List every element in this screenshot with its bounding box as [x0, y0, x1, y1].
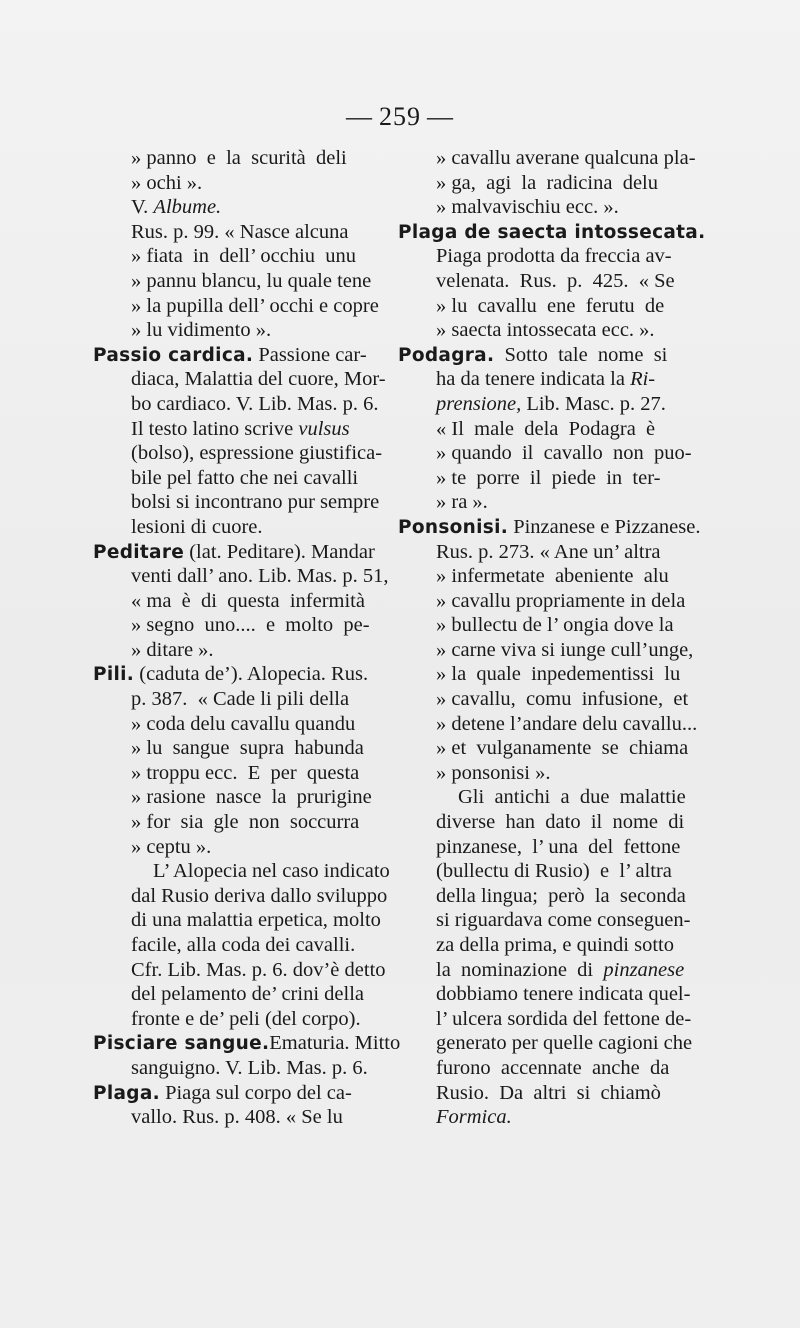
page-number-value: 259 [379, 102, 421, 131]
line-text: Sotto tale nome si [494, 343, 668, 366]
line-text: si riguardava come conseguen- [436, 909, 691, 932]
text-line [398, 1105, 700, 1130]
text-line [398, 540, 700, 565]
entry-headword: Podagra. [398, 344, 495, 366]
line-text: velenata. Rus. p. 425. « Se [436, 269, 675, 292]
entry-headword: Pili. [93, 664, 135, 686]
text-line [93, 982, 385, 1007]
line-text: dal Rusio deriva dallo sviluppo [131, 884, 388, 907]
text-line [93, 367, 385, 392]
text-line [398, 367, 700, 392]
text-line [93, 613, 385, 638]
right-text-column [398, 146, 706, 1130]
text-line [93, 1056, 385, 1081]
text-line [398, 515, 700, 540]
line-text: » carne viva si iunge cull’unge, [436, 638, 694, 661]
italic-term: Albume. [153, 196, 222, 219]
text-line [93, 884, 388, 909]
line-text: diaca, Malattia del cuore, Mor- [131, 368, 386, 391]
entry-headword: Plaga de saecta intossecata. [398, 221, 706, 243]
text-line [93, 244, 385, 269]
text-line [398, 1056, 700, 1081]
line-text: Gli antichi a due malattie [458, 786, 686, 809]
text-line [93, 662, 385, 687]
text-line [93, 1031, 401, 1056]
line-text: » troppu ecc. E per questa [131, 761, 360, 784]
text-line [93, 417, 385, 442]
line-text: (caduta de’). Alopecia. Rus. [134, 663, 369, 686]
text-line [398, 171, 700, 196]
text-line [93, 146, 385, 171]
text-line [93, 859, 390, 884]
line-text: » fiata in dell’ occhiu unu [131, 245, 357, 268]
line-text: » lu cavallu ene ferutu de [436, 294, 665, 317]
line-text: p. 387. « Cade li pili della [131, 688, 350, 711]
text-line [93, 392, 385, 417]
left-text-column [93, 146, 401, 1130]
line-text: za della prima, e quindi sotto [436, 934, 674, 956]
line-text: facile, alla coda dei cavalli. [131, 934, 356, 956]
text-line [398, 417, 700, 442]
line-text: (bullectu di Rusio) e l’ altra [436, 860, 672, 883]
line-text: bolsi si incontrano pur sempre [131, 491, 380, 514]
line-text: ha da tenere indicata la [436, 368, 631, 391]
line-text: venti dall’ ano. Lib. Mas. p. 51, [131, 565, 389, 588]
line-text: sanguigno. V. Lib. Mas. p. 6. [131, 1056, 368, 1079]
line-text: » saecta intossecata ecc. ». [436, 319, 655, 342]
line-text: V. [131, 196, 154, 219]
line-text: di una malattia erpetica, molto [131, 909, 381, 932]
line-text: bo cardiaco. V. Lib. Mas. p. 6. [131, 392, 379, 415]
entry-headword: Peditare [93, 541, 185, 563]
text-line [398, 712, 700, 737]
line-text: Piaga prodotta da freccia av- [436, 245, 672, 268]
line-text: Rus. p. 99. « Nasce alcuna [131, 220, 349, 243]
text-line [398, 859, 700, 884]
text-line [93, 1105, 385, 1130]
text-line [398, 810, 700, 835]
text-line [93, 712, 385, 737]
line-text: » ceptu ». [131, 835, 212, 858]
text-line [398, 1081, 700, 1106]
line-text: vallo. Rus. p. 408. « Se lu [131, 1106, 343, 1129]
text-line [93, 269, 385, 294]
line-text: « Il male dela Podagra è [436, 417, 656, 440]
text-line [398, 761, 700, 786]
page-number-dash-left: — [346, 102, 373, 131]
text-line [93, 958, 385, 983]
text-line [398, 1031, 700, 1056]
line-text: » quando il cavallo non puo- [436, 442, 692, 465]
text-line [93, 441, 385, 466]
text-line [93, 540, 385, 565]
text-line [398, 343, 700, 368]
line-text: » pannu blancu, lu quale tene [131, 269, 372, 292]
line-text: » te porre il piede in ter- [436, 466, 661, 489]
line-text: » cavallu propriamente in dela [436, 589, 686, 612]
line-text: » for sia gle non soccurra [131, 811, 360, 834]
text-line [398, 441, 700, 466]
text-line [398, 466, 700, 491]
text-line [398, 613, 700, 638]
entry-headword: Passio cardica. [93, 344, 254, 366]
line-text: l’ ulcera sordida del fettone de- [436, 1007, 692, 1030]
line-text: bile pel fatto che nei cavalli [131, 466, 359, 489]
text-line [398, 220, 706, 245]
text-line [93, 220, 385, 245]
text-line [93, 294, 385, 319]
line-text: » rasione nasce la prurigine [131, 786, 372, 809]
entry-headword: Ponsonisi. [398, 516, 509, 538]
text-line [93, 908, 385, 933]
text-line [93, 195, 385, 220]
line-text: » ditare ». [131, 638, 214, 661]
line-text: Rusio. Da altri si chiamò [436, 1081, 661, 1104]
entry-headword: Pisciare sangue. [93, 1033, 270, 1055]
italic-term: vulsus [298, 417, 350, 440]
italic-term: Ri- [630, 368, 656, 391]
line-text: L’ Alopecia nel caso indicato [153, 860, 390, 883]
text-line [93, 466, 385, 491]
line-text: Pinzanese e Pizzanese. [508, 515, 701, 538]
page-number-dash-right: — [427, 102, 454, 131]
text-line [398, 958, 700, 983]
text-line [398, 933, 700, 958]
line-text: Rus. p. 273. « Ane un’ altra [436, 540, 661, 563]
line-text: della lingua; però la seconda [436, 884, 686, 907]
text-line [398, 638, 700, 663]
page-number [0, 102, 800, 132]
text-line [93, 515, 385, 540]
line-text: furono accennate anche da [436, 1056, 670, 1079]
text-line [398, 392, 700, 417]
line-text: Piaga sul corpo del ca- [159, 1081, 352, 1104]
text-line [93, 933, 385, 958]
text-line [398, 982, 700, 1007]
line-text: Lib. Masc. p. 27. [521, 392, 666, 415]
text-line [398, 884, 700, 909]
line-text: Cfr. Lib. Mas. p. 6. dov’è detto [131, 958, 386, 981]
text-line [93, 564, 389, 589]
text-line [398, 687, 700, 712]
text-line [398, 195, 700, 220]
line-text: » segno uno.... e molto pe- [131, 614, 370, 637]
line-text: » malvavischiu ecc. ». [436, 196, 619, 219]
line-text: » et vulganamente se chiama [436, 737, 689, 760]
text-line [398, 564, 700, 589]
line-text: » cavallu averane qualcuna pla- [436, 147, 696, 169]
line-text: pinzanese, l’ una del fettone [436, 835, 681, 858]
line-text: » ochi ». [131, 171, 203, 194]
line-text: » la quale inpedementissi lu [436, 663, 681, 686]
text-line [398, 490, 700, 515]
line-text: » infermetate abeniente alu [436, 565, 669, 588]
line-text: » ponsonisi ». [436, 761, 551, 784]
text-line [398, 785, 700, 810]
line-text: Ematuria. Mitto [269, 1032, 401, 1055]
text-line [93, 171, 385, 196]
line-text: dobbiamo tenere indicata quel- [436, 983, 691, 1006]
text-line [398, 1007, 700, 1032]
line-text: » ra ». [436, 491, 488, 514]
line-text: » panno e la scurità deli [131, 147, 347, 169]
line-text: lesioni di cuore. [131, 515, 263, 538]
line-text: fronte e de’ peli (del corpo). [131, 1007, 361, 1030]
text-line [398, 269, 700, 294]
text-line [398, 294, 700, 319]
entry-headword: Plaga. [93, 1082, 160, 1104]
text-line [93, 318, 385, 343]
text-line [398, 662, 700, 687]
line-text: » ga, agi la radicina delu [436, 171, 658, 194]
text-line [93, 343, 385, 368]
text-line [93, 589, 385, 614]
text-line [398, 244, 700, 269]
text-line [398, 146, 700, 171]
italic-term: prensione, [436, 392, 522, 415]
line-text: Passione car- [253, 343, 367, 366]
text-line [93, 785, 385, 810]
line-text: » detene l’andare delu cavallu... [436, 712, 698, 735]
italic-term: Formica. [436, 1106, 512, 1129]
line-text: » la pupilla dell’ occhi e copre [131, 294, 379, 317]
line-text: » lu sangue supra habunda [131, 737, 364, 760]
line-text: » lu vidimento ». [131, 319, 272, 342]
text-line [93, 810, 385, 835]
text-line [93, 761, 385, 786]
line-text: » bullectu de l’ ongia dove la [436, 614, 674, 637]
text-line [398, 835, 700, 860]
line-text: » coda delu cavallu quandu [131, 712, 356, 735]
text-line [93, 490, 385, 515]
line-text: generato per quelle cagioni che [436, 1032, 693, 1055]
line-text: Il testo latino scrive [131, 417, 299, 440]
text-line [398, 318, 700, 343]
text-line [93, 638, 385, 663]
italic-term: pinzanese [603, 958, 685, 981]
line-text: (lat. Peditare). Mandar [184, 540, 375, 563]
text-line [93, 687, 385, 712]
text-line [398, 736, 700, 761]
text-line [93, 835, 385, 860]
text-line [398, 589, 700, 614]
line-text: la nominazione di [436, 958, 604, 981]
line-text: « ma è di questa infermità [131, 589, 365, 612]
text-line [93, 1007, 385, 1032]
text-line [93, 1081, 385, 1106]
line-text: (bolso), espressione giustifica- [131, 442, 383, 465]
line-text: » cavallu, comu infusione, et [436, 688, 689, 711]
line-text: del pelamento de’ crini della [131, 983, 364, 1006]
text-line [93, 736, 385, 761]
text-line [398, 908, 700, 933]
line-text: diverse han dato il nome di [436, 811, 685, 834]
